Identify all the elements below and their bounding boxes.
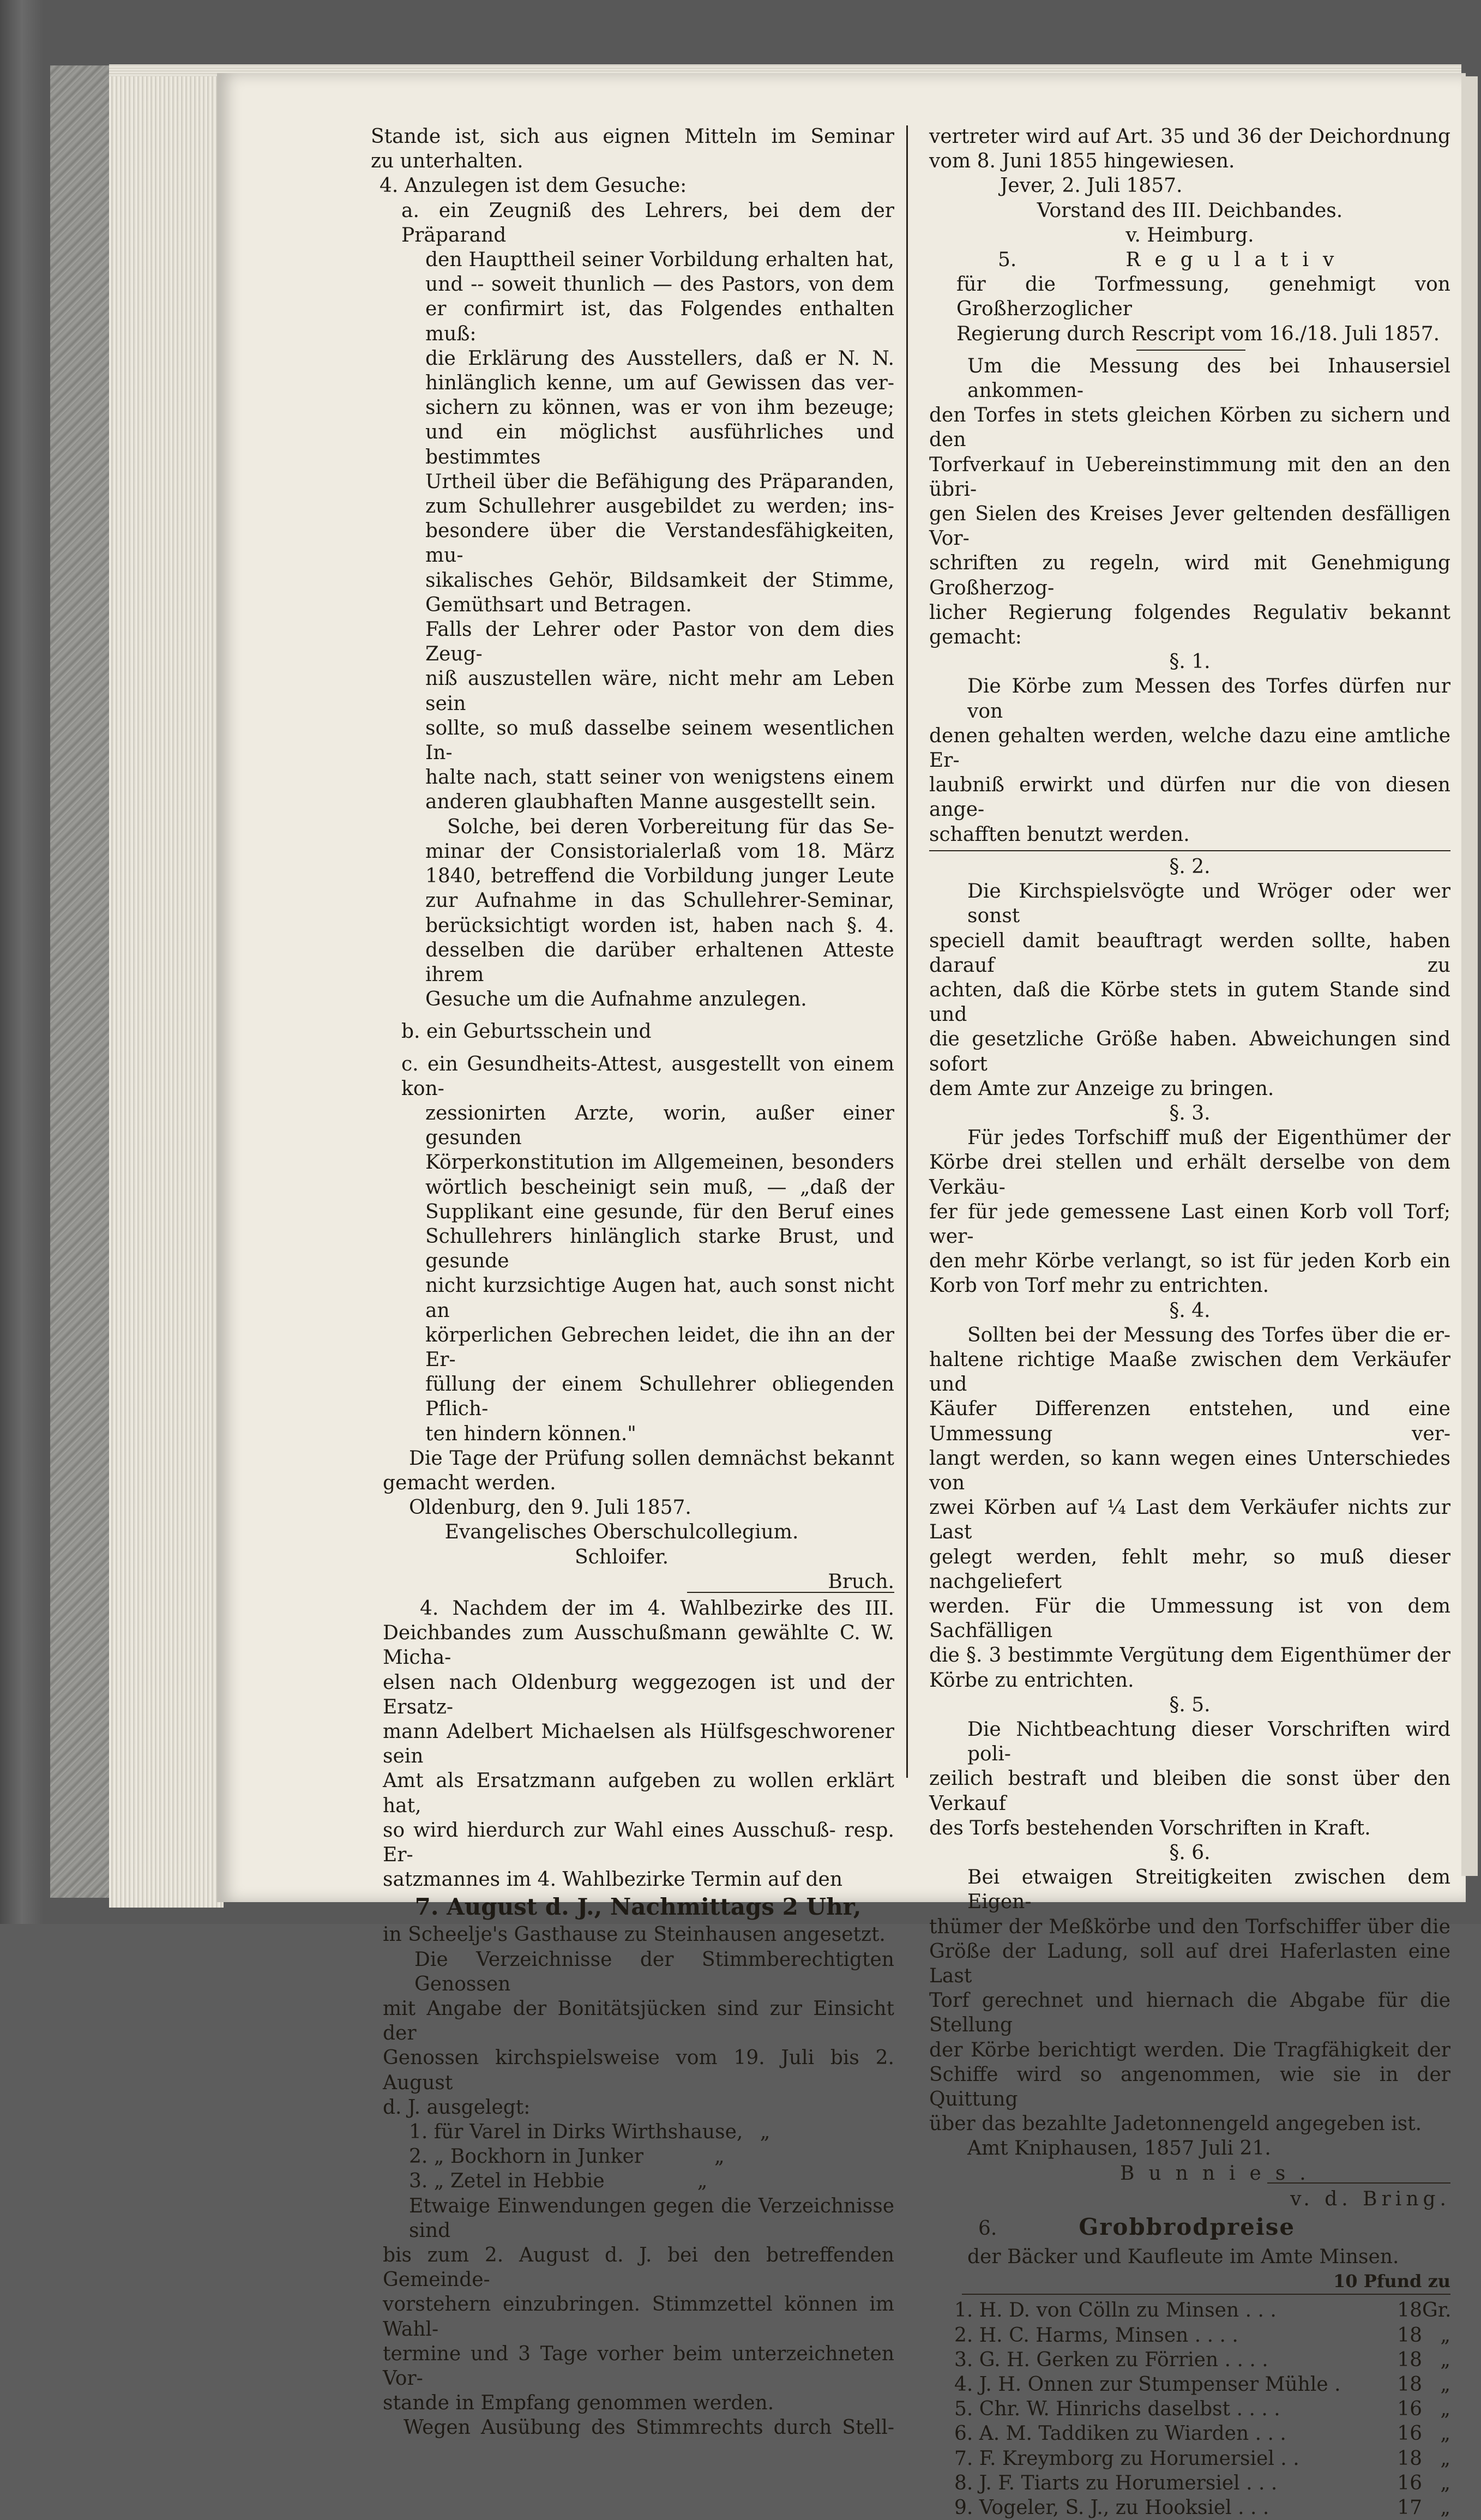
text-line: er confirmirt ist, das Folgendes enthalten muß: — [425, 298, 894, 345]
price-row — [954, 2348, 1450, 2372]
signature-name: Bunnies. — [1120, 2162, 1320, 2185]
price-row — [954, 2372, 1450, 2397]
text-line: 4. Nachdem der im 4. Wahlbezirke des III. — [420, 1597, 894, 1620]
price-row-unit: „ — [1440, 2398, 1450, 2421]
text-line: Körbe drei stellen und erhält derselbe von dem Verkäu- — [929, 1151, 1450, 1199]
price-row-value: 16 — [1397, 2398, 1422, 2421]
text-line: füllung der einem Schullehrer obliegenden Pflich- — [425, 1373, 894, 1421]
text-line: fer für jede gemessene Last einen Korb voll Torf; wer- — [929, 1200, 1450, 1248]
text-line: vom 8. Juni 1855 hingewiesen. — [929, 150, 1235, 173]
price-row — [954, 2446, 1450, 2471]
dateline: Jever, 2. Juli 1857. — [1000, 175, 1183, 197]
text-line: den Torfes in stets gleichen Körben zu sichern und den — [929, 404, 1450, 452]
price-row-value: 18 — [1397, 2348, 1422, 2371]
price-row-name: 4. J. H. Onnen zur Stumpenser Mühle . — [954, 2373, 1341, 2396]
text-line: c. ein Gesundheits-Attest, ausgestellt von einem kon- — [401, 1052, 894, 1100]
text-line: mann Adelbert Michaelsen als Hülfsgeschworener sein — [383, 1721, 894, 1768]
text-line: ten hindern können." — [425, 1422, 636, 1445]
text-line: Genossen kirchspielsweise vom 19. Juli bis 2. August — [383, 2047, 894, 2094]
paragraph-heading: §. 5. — [1169, 1693, 1211, 1716]
text-line: Torf gerechnet und hiernach die Abgabe für die Stellung — [929, 1989, 1450, 2037]
section-heading — [929, 2211, 1450, 2245]
right-column — [929, 124, 1450, 2520]
text-line: Stande ist, sich aus eignen Mitteln im Seminar — [371, 125, 894, 148]
price-row — [954, 2471, 1450, 2495]
text-line: zessionirten Arzte, worin, außer einer gesunden — [425, 1102, 894, 1150]
table-rule — [962, 2294, 1450, 2295]
text-line: so wird hierdurch zur Wahl eines Ausschuß- resp. Er- — [383, 1819, 894, 1867]
text-line: Die Kirchspielsvögte und Wröger oder wer sonst — [967, 880, 1450, 928]
next-page-edge — [1461, 76, 1478, 1876]
text-line: Etwaige Einwendungen gegen die Verzeichnisse sind — [409, 2194, 894, 2242]
text-line: schafften benutzt werden. — [929, 823, 1190, 846]
text-line: Wegen Ausübung des Stimmrechts durch Stell- — [404, 2416, 894, 2439]
signature-name: Bruch. — [828, 1570, 894, 1593]
text-line: Deichbandes zum Ausschußmann gewählte C. W. Micha- — [383, 1622, 894, 1669]
price-row-unit: Gr. — [1422, 2299, 1452, 2322]
page-edges — [109, 70, 224, 1908]
text-line: die gesetzliche Größe haben. Abweichungen sind sofort — [929, 1028, 1450, 1075]
paragraph-heading: §. 4. — [1169, 1299, 1211, 1322]
ditto-mark: „ — [697, 2170, 708, 2193]
text-line: Torfverkauf in Uebereinstimmung mit den an den übri- — [929, 453, 1450, 501]
text-line: der Bäcker und Kaufleute im Amte Minsen. — [967, 2246, 1399, 2269]
text-line: licher Regierung folgendes Regulativ bekannt gemacht: — [929, 601, 1450, 649]
signature-name: Schloifer. — [574, 1545, 669, 1568]
text-line: langt werden, so kann wegen eines Unterschiedes von — [929, 1447, 1450, 1494]
column-divider — [906, 125, 908, 1778]
text-line: anderen glaubhaften Manne ausgestellt sein. — [425, 791, 876, 814]
text-line: Schullehrers hinlänglich starke Brust, und gesunde — [425, 1225, 894, 1273]
text-line: Amt als Ersatzmann aufgeben zu wollen erklärt hat, — [383, 1770, 894, 1817]
text-line: werden. Für die Ummessung ist von dem Sachfälligen — [929, 1595, 1450, 1643]
text-line: über das bezahlte Jadetonnengeld angegeben ist. — [929, 2113, 1422, 2136]
price-row-value: 18 — [1397, 2324, 1422, 2347]
text-line: nicht kurzsichtige Augen hat, auch sonst nicht an — [425, 1274, 894, 1322]
text-line: niß auszustellen wäre, nicht mehr am Leben sein — [425, 667, 894, 715]
price-row-value: 17 — [1397, 2497, 1422, 2519]
signature-office: Evangelisches Oberschulcollegium. — [444, 1521, 799, 1544]
text-line: hinlänglich kenne, um auf Gewissen das ver- — [425, 372, 894, 395]
list-item — [349, 2120, 894, 2144]
text-line: Falls der Lehrer oder Pastor von dem dies Zeug- — [425, 618, 894, 666]
text-line: Körperkonstitution im Allgemeinen, besonders — [425, 1151, 894, 1174]
text-line: 4. Anzulegen ist dem Gesuche: — [380, 175, 687, 197]
price-row — [954, 2397, 1450, 2421]
signature-office: Vorstand des III. Deichbandes. — [1037, 199, 1343, 222]
price-row-name: 1. H. D. von Cölln zu Minsen . . . — [954, 2299, 1277, 2322]
price-unit-header: 10 Pfund zu — [1333, 2271, 1450, 2292]
text-line: b. ein Geburtsschein und — [401, 1020, 652, 1043]
text-line: zum Schullehrer ausgebildet zu werden; ins- — [425, 495, 894, 518]
text-line: laubniß erwirkt und dürfen nur die von diesen ange- — [929, 774, 1450, 821]
list-item-text: 3. „ Zetel in Hebbie — [409, 2170, 605, 2193]
text-line: vorstehern einzubringen. Stimmzettel können im Wahl- — [383, 2293, 894, 2341]
text-line: in Scheelje's Gasthause zu Steinhausen angesetzt. — [383, 1923, 886, 1946]
text-line: elsen nach Oldenburg weggezogen ist und der Ersatz- — [383, 1671, 894, 1718]
text-line: Korb von Torf mehr zu entrichten. — [929, 1274, 1269, 1297]
section-title: Grobbrodpreise — [1079, 2214, 1296, 2241]
price-row-unit: „ — [1440, 2497, 1450, 2519]
list-item-text: 1. für Varel in Dirks Wirthshause, — [409, 2121, 743, 2144]
price-row-unit: „ — [1440, 2373, 1450, 2396]
section-title: Regulativ — [1125, 249, 1348, 272]
price-row-unit: „ — [1440, 2471, 1450, 2494]
text-line: und ein möglichst ausführliches und bestimmtes — [425, 421, 894, 468]
ditto-mark: „ — [714, 2145, 725, 2168]
section-heading — [929, 248, 1450, 272]
text-line: besondere über die Verstandesfähigkeiten, mu- — [425, 520, 894, 567]
price-row-name: 2. H. C. Harms, Minsen . . . . — [954, 2324, 1238, 2347]
text-line: zu unterhalten. — [371, 150, 523, 173]
list-item — [349, 2144, 894, 2169]
price-row-unit: „ — [1440, 2348, 1450, 2371]
text-line: Käufer Differenzen entstehen, und eine Ummessung ver- — [929, 1398, 1450, 1445]
text-line: bis zum 2. August d. J. bei den betreffenden Gemeinde- — [383, 2244, 894, 2292]
text-line: sikalisches Gehör, Bildsamkeit der Stimme, — [425, 569, 894, 592]
text-line: speciell damit beauftragt werden sollte, haben darauf zu — [929, 929, 1450, 977]
text-line: desselben die darüber erhaltenen Atteste ihrem — [425, 939, 894, 986]
date-emphasis: 7. August d. J., Nachmittags 2 Uhr, — [414, 1893, 862, 1921]
text-line: Regierung durch Rescript vom 16./18. Juli 1857. — [956, 322, 1440, 345]
ditto-mark: „ — [760, 2121, 770, 2144]
text-line: dem Amte zur Anzeige zu bringen. — [929, 1077, 1274, 1100]
text-line: haltene richtige Maaße zwischen dem Verkäufer und — [929, 1348, 1450, 1396]
text-line: die §. 3 bestimmte Vergütung dem Eigenthümer der — [929, 1644, 1450, 1667]
text-line: schriften zu regeln, wird mit Genehmigung Großherzog- — [929, 552, 1450, 599]
text-line: d. J. ausgelegt: — [383, 2096, 531, 2119]
price-row-value: 16 — [1397, 2422, 1422, 2445]
text-line: den Haupttheil seiner Vorbildung erhalten hat, — [425, 249, 894, 272]
text-line: Solche, bei deren Vorbereitung für das Se- — [447, 815, 894, 838]
separator-rule — [1136, 350, 1245, 351]
text-line: Für jedes Torfschiff muß der Eigenthümer der — [967, 1127, 1450, 1150]
text-line: den mehr Körbe verlangt, so ist für jeden Korb ein — [929, 1250, 1450, 1273]
text-line: zur Aufnahme in das Schullehrer-Seminar, — [425, 889, 894, 912]
text-line: 1840, betreffend die Vorbildung junger Leute — [425, 865, 894, 888]
text-line: Die Körbe zum Messen des Torfes dürfen nur von — [967, 675, 1450, 723]
separator-rule — [929, 850, 1450, 851]
text-line: und -- soweit thunlich — des Pastors, von dem — [425, 273, 894, 296]
section-number: 5. — [998, 249, 1017, 272]
price-row — [954, 2495, 1450, 2520]
text-line: minar der Consistorialerlaß vom 18. März — [425, 840, 894, 863]
text-line: Um die Messung des bei Inhausersiel ankommen- — [967, 354, 1450, 402]
signature-name: v. d. Bring. — [1290, 2187, 1450, 2210]
text-line: Schiffe wird so angenommen, wie sie in der Quittung — [929, 2063, 1450, 2111]
price-row — [954, 2421, 1450, 2446]
price-row — [954, 2323, 1450, 2348]
text-line: der Körbe berichtigt werden. Die Tragfähigkeit der — [929, 2038, 1450, 2061]
text-line: Supplikant eine gesunde, für den Beruf eines — [425, 1200, 894, 1223]
text-line: Sollten bei der Messung des Torfes über die er- — [967, 1324, 1450, 1346]
text-line: vertreter wird auf Art. 35 und 36 der Deichordnung — [929, 125, 1450, 148]
text-line: a. ein Zeugniß des Lehrers, bei dem der Präparand — [401, 199, 894, 246]
price-row-value: 18 — [1397, 2299, 1422, 2322]
text-line: mit Angabe der Bonitätsjücken sind zur Einsicht der — [383, 1998, 894, 2045]
paragraph-heading: §. 1. — [1169, 651, 1211, 673]
section-number: 6. — [978, 2217, 997, 2240]
text-line: Gesuche um die Aufnahme anzulegen. — [425, 988, 807, 1011]
price-row-name: 6. A. M. Taddiken zu Wiarden . . . — [954, 2422, 1286, 2445]
text-line: zwei Körben auf ¼ Last dem Verkäufer nichts zur Last — [929, 1496, 1450, 1544]
dateline: Amt Kniphausen, 1857 Juli 21. — [967, 2137, 1271, 2160]
text-line: Größe der Ladung, soll auf drei Haferlasten eine Last — [929, 1940, 1450, 1988]
price-row-unit: „ — [1440, 2447, 1450, 2470]
price-row-name: 8. J. F. Tiarts zu Horumersiel . . . — [954, 2471, 1278, 2494]
dateline: Oldenburg, den 9. Juli 1857. — [409, 1496, 691, 1519]
paragraph-heading: §. 6. — [1169, 1842, 1211, 1865]
text-line: halte nach, statt seiner von wenigstens einem — [425, 766, 894, 789]
text-line: thümer der Meßkörbe und den Torfschiffer über die — [929, 1915, 1450, 1938]
text-line: satzmannes im 4. Wahlbezirke Termin auf den — [383, 1868, 843, 1891]
text-line: für die Torfmessung, genehmigt von Großherzoglicher — [956, 273, 1450, 321]
list-item-text: 2. „ Bockhorn in Junker — [409, 2145, 643, 2168]
price-row-unit: „ — [1440, 2324, 1450, 2347]
text-line: gemacht werden. — [383, 1471, 556, 1494]
paragraph-heading: §. 2. — [1169, 855, 1211, 878]
paragraph-heading: §. 3. — [1169, 1102, 1211, 1124]
text-line: achten, daß die Körbe stets in gutem Stande sind und — [929, 978, 1450, 1026]
text-line: Die Tage der Prüfung sollen demnächst bekannt — [409, 1447, 894, 1470]
text-line: denen gehalten werden, welche dazu eine amtliche Er- — [929, 724, 1450, 772]
text-line: wörtlich bescheinigt sein muß, — „daß der — [425, 1176, 894, 1199]
text-line: Die Verzeichnisse der Stimmberechtigten Genossen — [414, 1948, 894, 1995]
left-column — [349, 124, 894, 2440]
price-row-value: 18 — [1397, 2447, 1422, 2470]
price-row-name: 9. Vogeler, S. J., zu Hooksiel . . . — [954, 2497, 1269, 2519]
signature-name: v. Heimburg. — [1125, 224, 1254, 246]
text-line: Urtheil über die Befähigung des Präparanden, — [425, 470, 894, 493]
text-line: Die Nichtbeachtung dieser Vorschriften wird poli- — [967, 1718, 1450, 1766]
price-list — [929, 2298, 1450, 2520]
price-row-value: 18 — [1397, 2373, 1422, 2396]
price-row — [954, 2298, 1450, 2323]
text-line: sichern zu können, was er von ihm bezeuge; — [425, 396, 894, 419]
text-line: termine und 3 Tage vorher beim unterzeichneten Vor- — [383, 2342, 894, 2390]
text-line: die Erklärung des Ausstellers, daß er N. N. — [425, 347, 894, 370]
price-row-name: 7. F. Kreymborg zu Horumersiel . . — [954, 2447, 1299, 2470]
book-spine — [50, 65, 111, 1898]
text-line: stande in Empfang genommen werden. — [383, 2392, 774, 2415]
text-line: Körbe zu entrichten. — [929, 1669, 1134, 1692]
text-line: gelegt werden, fehlt mehr, so muß dieser nachgeliefert — [929, 1545, 1450, 1593]
text-line: körperlichen Gebrechen leidet, die ihn an der Er- — [425, 1324, 894, 1371]
price-row-unit: „ — [1440, 2422, 1450, 2445]
text-line: zeilich bestraft und bleiben die sonst über den Verkauf — [929, 1767, 1450, 1815]
text-line: gen Sielen des Kreises Jever geltenden desfälligen Vor- — [929, 503, 1450, 550]
text-line: berücksichtigt worden ist, haben nach §. 4. — [425, 914, 894, 937]
list-item — [349, 2169, 894, 2193]
price-row-name: 3. G. H. Gerken zu Förrien . . . . — [954, 2348, 1268, 2371]
text-line: Bei etwaigen Streitigkeiten zwischen dem Eigen- — [967, 1866, 1450, 1914]
text-line: Gemüthsart und Betragen. — [425, 593, 692, 616]
text-line: sollte, so muß dasselbe seinem wesentlichen In- — [425, 717, 894, 765]
price-row-value: 16 — [1397, 2471, 1422, 2494]
price-row-name: 5. Chr. W. Hinrichs daselbst . . . . — [954, 2398, 1280, 2421]
text-line: des Torfs bestehenden Vorschriften in Kraft. — [929, 1817, 1371, 1839]
